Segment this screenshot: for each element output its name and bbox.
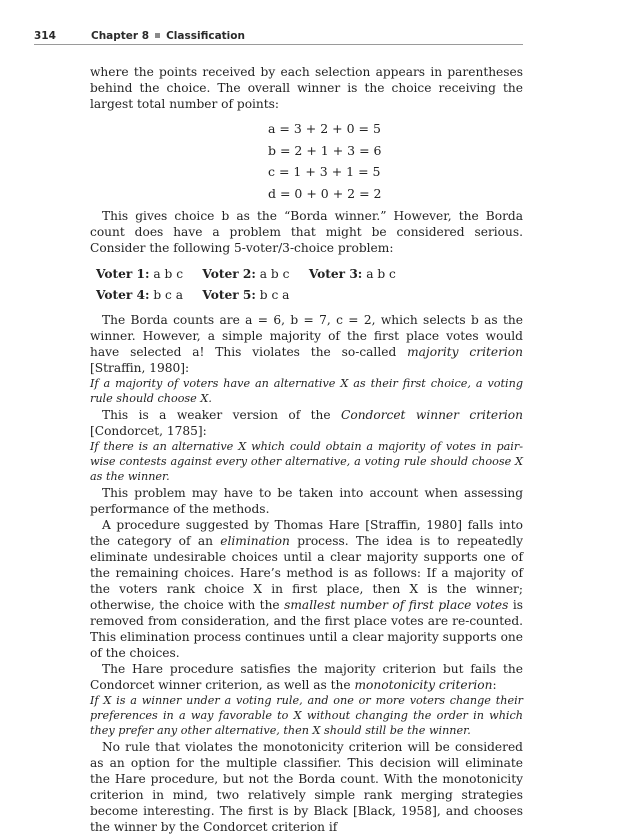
- voter-table: [96, 264, 523, 306]
- voter-5-pref: b c a: [259, 288, 290, 302]
- paragraph-hare: [90, 517, 523, 661]
- equation-c: c = 1 + 3 + 1 = 5: [268, 164, 381, 179]
- body-text: [90, 64, 523, 835]
- chapter-label: Chapter 8: [91, 30, 150, 42]
- equation-block: [90, 118, 523, 204]
- equation-d: d = 0 + 0 + 2 = 2: [268, 185, 382, 201]
- voter-5-label: Voter 5:: [202, 288, 256, 302]
- quote-monotonicity: If X is a winner under a voting rule, and one or more voters change their preferences in a way favorable to X without changing the order in which they prefer any other alternative, then X should still be the winner.: [90, 694, 523, 737]
- voter-2-pref: a b c: [259, 267, 290, 281]
- text-run: :: [492, 678, 497, 692]
- voter-1-label: Voter 1:: [96, 267, 150, 281]
- text-run: A procedure suggested by Thomas Hare [Straffin, 1980] falls into the category of an: [90, 518, 523, 548]
- paragraph-borda: This gives choice b as the “Borda winner.” However, the Borda count does have a problem that might be considered serious. Consider the following 5-voter/3-choice problem:: [90, 209, 523, 255]
- text-run: [Condorcet, 1785]:: [90, 424, 207, 438]
- text-run: is removed from consideration, and the first place votes are re-counted. This elimination process continues until a clear majority supports one of the choices.: [90, 598, 524, 660]
- voter-2-label: Voter 2:: [202, 267, 256, 281]
- paragraph-performance: This problem may have to be taken into account when assessing performance of the methods.: [90, 486, 523, 516]
- paragraph-intro: where the points received by each selection appears in parentheses behind the choice. The overall winner is the choice receiving the largest total number of points:: [90, 65, 523, 111]
- term-monotonicity: monotonicity criterion: [354, 678, 493, 692]
- term-majority-criterion: majority criterion: [407, 345, 523, 359]
- paragraph-condorcet: [90, 407, 523, 439]
- section-label: Classification: [166, 30, 245, 42]
- voter-3-pref: a b c: [366, 267, 396, 281]
- voter-row-1: [96, 264, 523, 285]
- text-run: process. The idea is to repeatedly eliminate undesirable choices until a clear majority supports one of the remaining choices. Hare’s method is as follows: If a majority of the voters rank choice X in first place, then X is the winner; otherwise, the choice with the: [90, 534, 523, 612]
- page-number: 314: [34, 30, 56, 42]
- text-run: The Borda counts are a = 6, b = 7, c = 2, which selects b as the winner. However, a simple majority of the first place votes would have selected a! This violates the so-called: [90, 313, 523, 359]
- quote-majority: If a majority of voters have an alternative X as their first choice, a voting rule should choose X.: [90, 377, 523, 405]
- text-run: This is a weaker version of the: [102, 408, 342, 422]
- equation-b: b = 2 + 1 + 3 = 6: [268, 142, 382, 158]
- paragraph-majority: [90, 312, 523, 376]
- voter-4-label: Voter 4:: [96, 288, 150, 302]
- running-head: [34, 30, 523, 45]
- term-elimination: elimination: [220, 534, 290, 548]
- voter-row-2: [96, 285, 523, 306]
- paragraph-monotonicity: [90, 661, 523, 693]
- text-run: [Straffin, 1980]:: [90, 361, 190, 375]
- voter-3-label: Voter 3:: [308, 267, 363, 281]
- voter-1-pref: a b c: [153, 267, 184, 281]
- quote-condorcet: If there is an alternative X which could obtain a majority of votes in pair-wise contests against every other alternative, a voting rule should choose X as the winner.: [90, 440, 523, 483]
- term-smallest-first-place: smallest number of first place votes: [284, 598, 509, 612]
- text-run: The Hare procedure satisfies the majority criterion but fails the Condorcet winner criterion, as well as the: [90, 662, 523, 692]
- voter-4-pref: b c a: [153, 288, 184, 302]
- paragraph-black: No rule that violates the monotonicity criterion will be considered as an option for the multiple classifier. This decision will eliminate the Hare procedure, but not the Borda count. With the monotonicity criterion in mind, two relatively simple rank merging strategies become interesting. The first is by Black [Black, 1958], and chooses the winner by the Condorcet criterion if: [90, 740, 523, 834]
- equation-a: a = 3 + 2 + 0 = 5: [268, 121, 381, 136]
- term-condorcet: Condorcet winner criterion: [341, 408, 523, 422]
- chapter-title: [91, 30, 245, 42]
- separator-square-icon: [155, 33, 160, 38]
